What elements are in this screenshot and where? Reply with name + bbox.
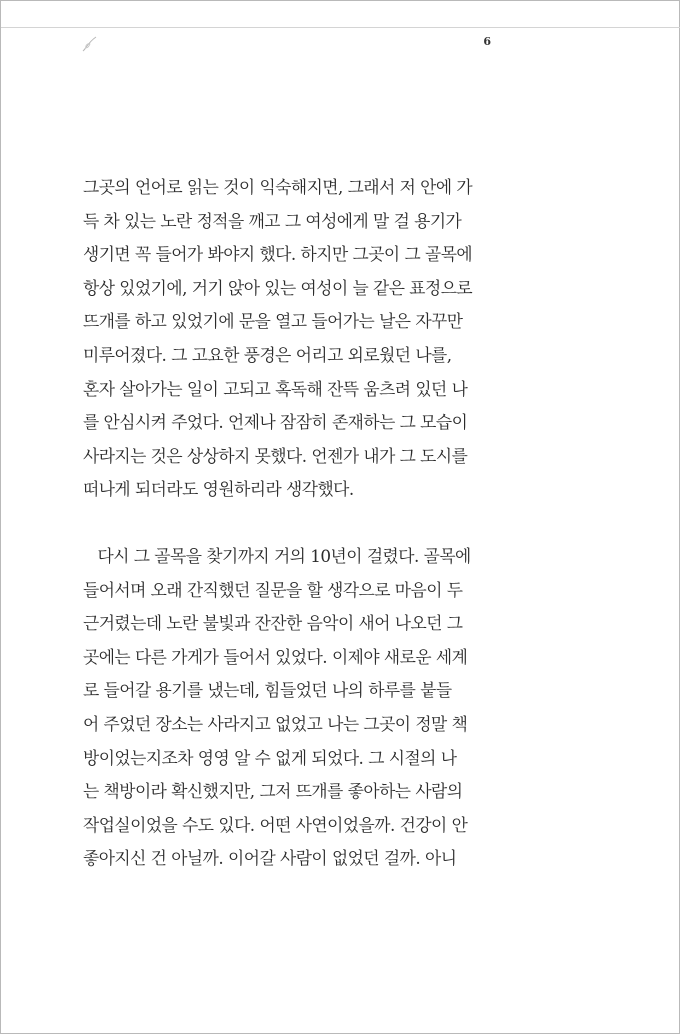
page-number: 6 — [483, 35, 491, 48]
text-line: 좋아지신 건 아닐까. 이어갈 사람이 없었던 걸까. 아니 — [83, 848, 457, 869]
text-line: 생기면 꼭 들어가 봐야지 했다. 하지만 그곳이 그 골목에 — [83, 244, 473, 265]
text-line: 방이었는지조차 영영 알 수 없게 되었다. 그 시절의 나 — [83, 747, 457, 768]
text-line: 뜨개를 하고 있었기에 문을 열고 들어가는 날은 자꾸만 — [83, 311, 463, 332]
text-line: 떠나게 되더라도 영원하리라 생각했다. — [83, 479, 354, 500]
quill-logo-icon — [81, 35, 99, 53]
text-line: 근거렸는데 노란 불빛과 잔잔한 음악이 새어 나오던 그 — [83, 613, 463, 634]
text-line: 다시 그 골목을 찾기까지 거의 10년이 걸렸다. 골목에 — [83, 545, 471, 566]
body-text — [83, 171, 493, 876]
paragraph — [83, 540, 493, 876]
header-divider — [1, 27, 680, 28]
text-line: 득 차 있는 노란 정적을 깨고 그 여성에게 말 걸 용기가 — [83, 210, 462, 231]
text-line: 혼자 살아가는 일이 고되고 혹독해 잔뜩 움츠려 있던 나 — [83, 378, 468, 399]
text-line: 로 들어갈 용기를 냈는데, 힘들었던 나의 하루를 붙들 — [83, 680, 452, 701]
text-line: 곳에는 다른 가게가 들어서 있었다. 이제야 새로운 세계 — [83, 646, 468, 667]
text-line: 항상 있었기에, 거기 앉아 있는 여성이 늘 같은 표정으로 — [83, 277, 473, 298]
text-line: 를 안심시켜 주었다. 언제나 잠잠히 존재하는 그 모습이 — [83, 412, 468, 433]
text-line: 미루어졌다. 그 고요한 풍경은 어리고 외로웠던 나를, — [83, 344, 452, 365]
text-line: 어 주었던 장소는 사라지고 없었고 나는 그곳이 정말 책 — [83, 713, 468, 734]
paragraph — [83, 171, 493, 507]
text-line: 그곳의 언어로 읽는 것이 익숙해지면, 그래서 저 안에 가 — [83, 177, 473, 197]
text-line: 작업실이었을 수도 있다. 어떤 사연이었을까. 건강이 안 — [83, 814, 468, 835]
text-line: 들어서며 오래 간직했던 질문을 할 생각으로 마음이 두 — [83, 579, 463, 600]
text-line: 는 책방이라 확신했지만, 그저 뜨개를 좋아하는 사람의 — [83, 781, 463, 802]
text-line: 사라지는 것은 상상하지 못했다. 언젠가 내가 그 도시를 — [83, 445, 468, 466]
